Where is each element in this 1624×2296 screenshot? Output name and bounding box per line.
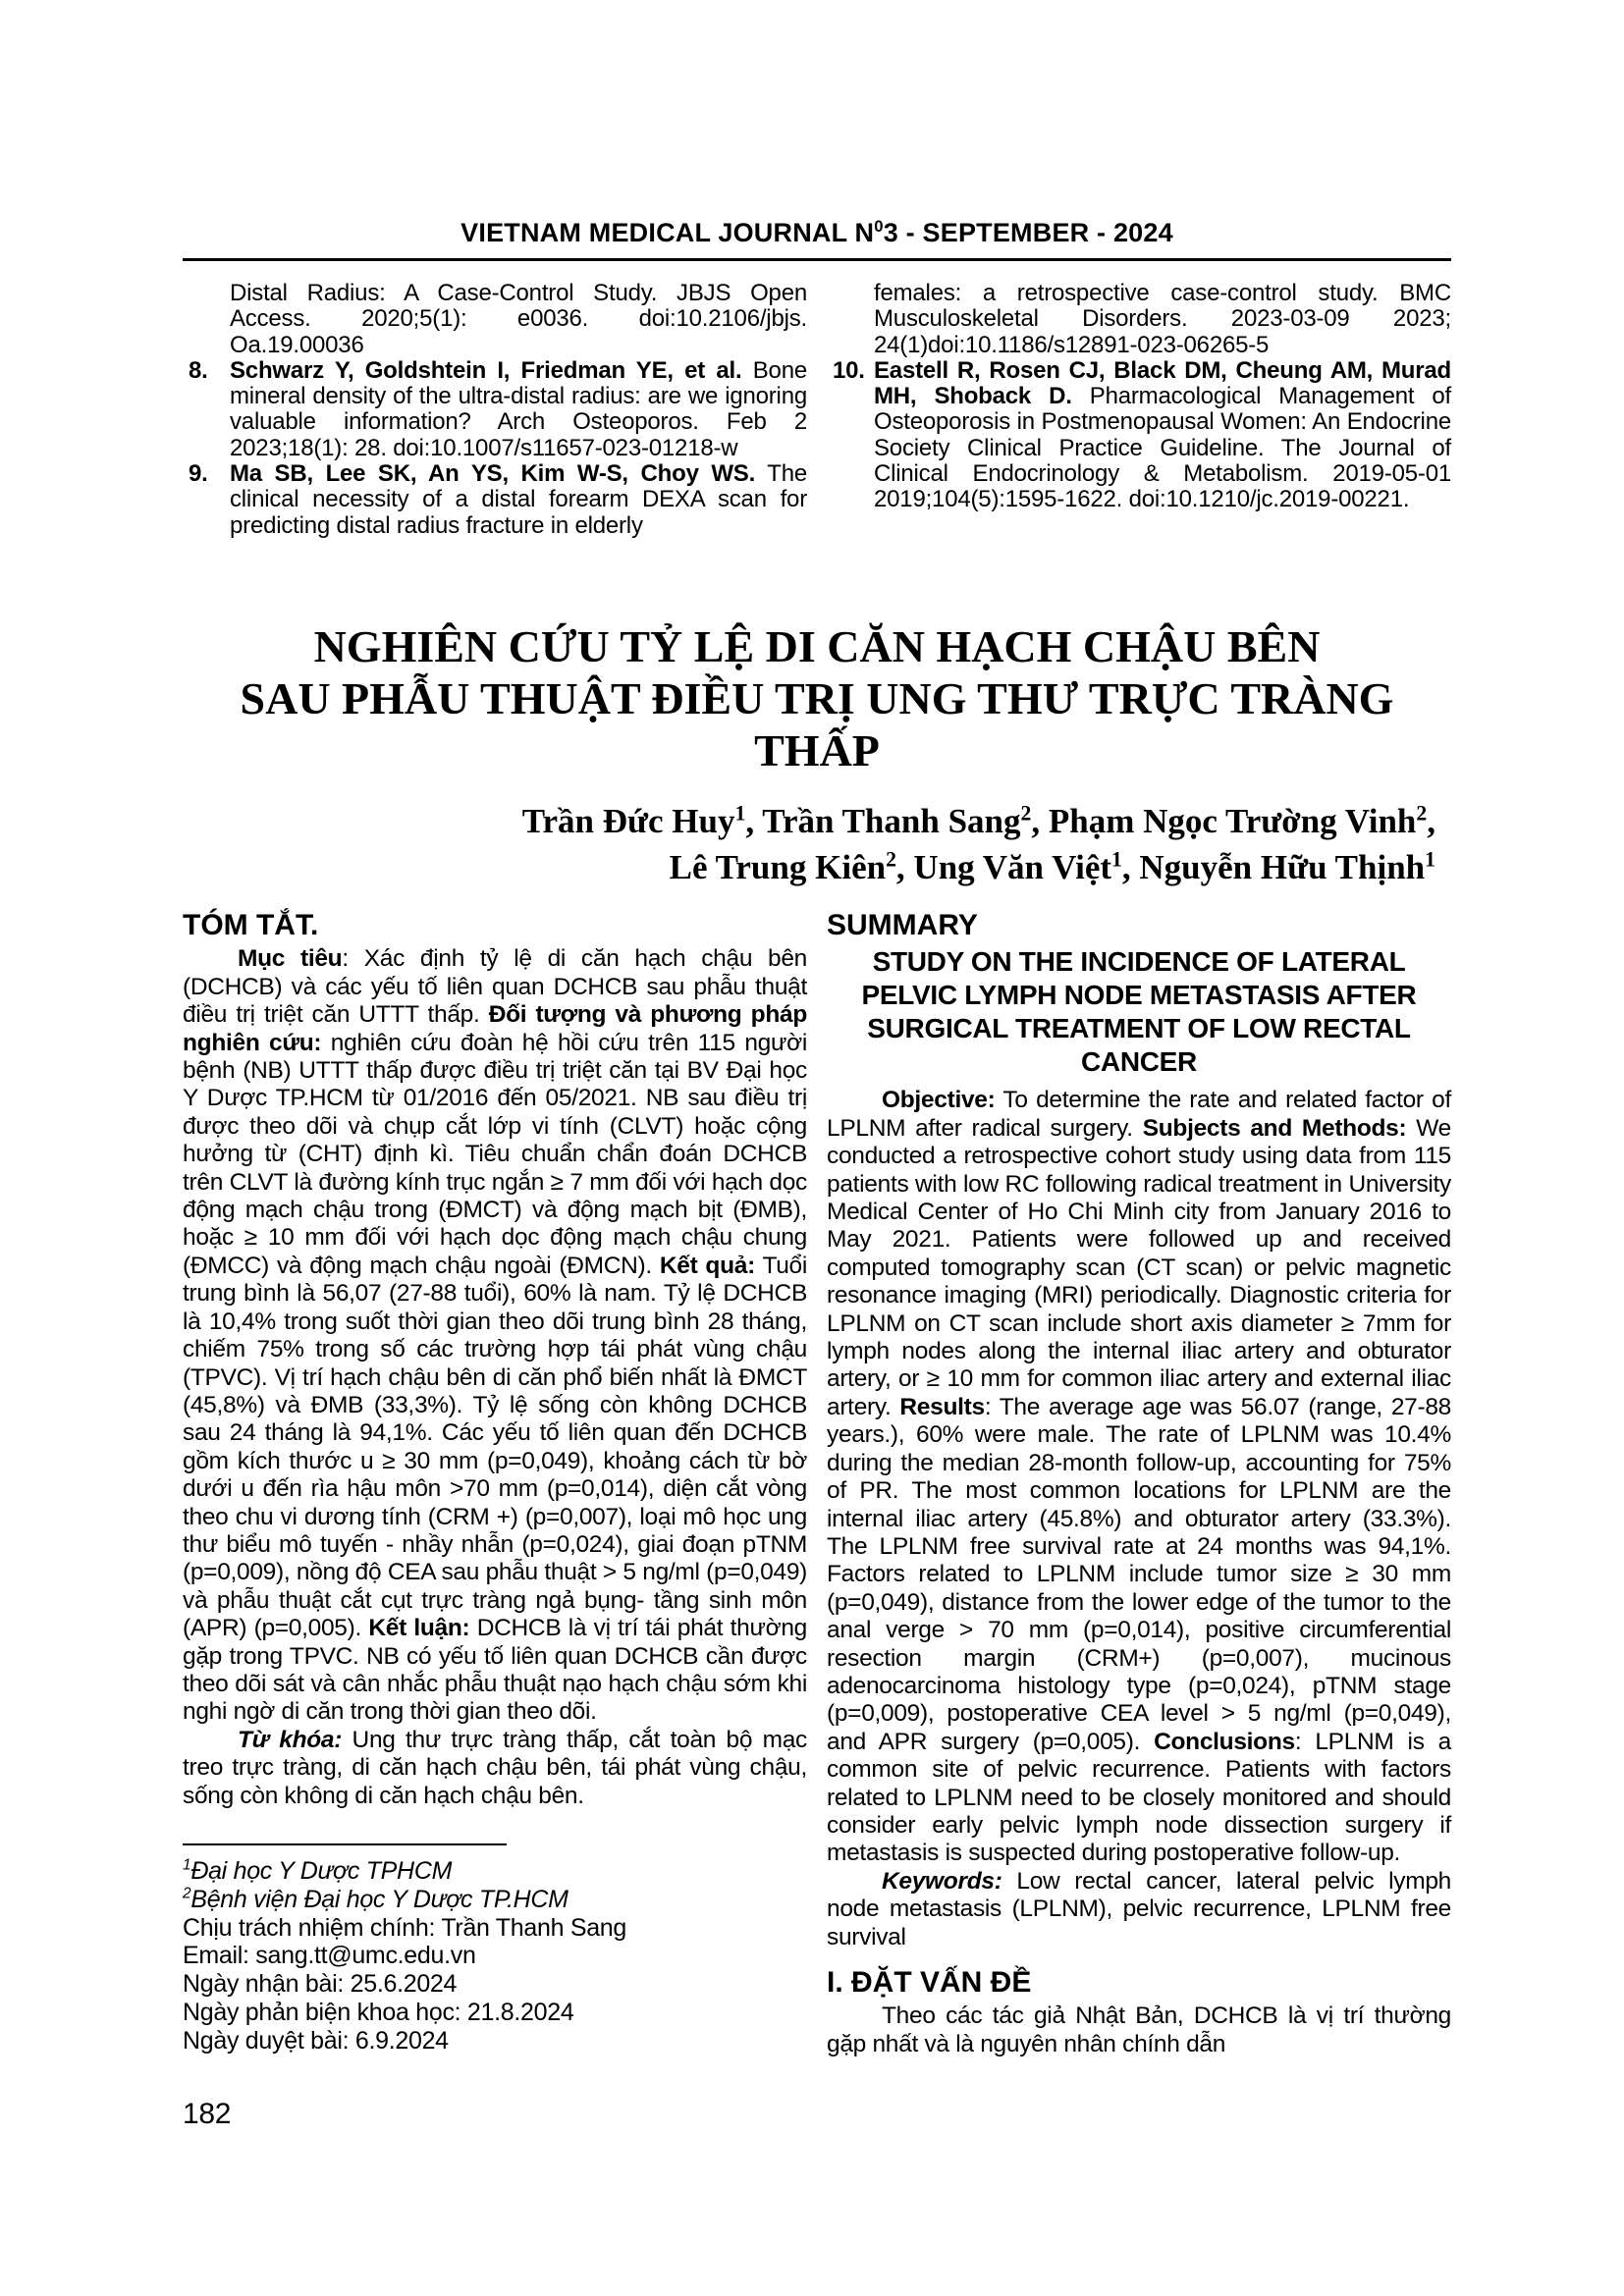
footnote-corresponding-author: Chịu trách nhiệm chính: Trần Thanh Sang	[183, 1913, 627, 1942]
abstract-keywords: Từ khóa: Ung thư trực tràng thấp, cắt toàn bộ mạc treo trực tràng, di căn hạch chậu bên, tái phát vùng chậu, sống còn không di căn hạch chậu bên.	[183, 1726, 807, 1809]
right-column	[827, 908, 1451, 2128]
summary-paragraph: Objective: To determine the rate and related factor of LPLNM after radical surgery. Subjects and Methods: We conducted a retrospective cohort study using data from 115 patients with low RC following radical treatment in University Medical Center of Ho Chi Minh city from January 2016 to May 2021. Patients were followed up and received computed tomography scan (CT scan) or pelvic magnetic resonance imaging (MRI) periodically. Diagnostic criteria for LPLNM on CT scan include short axis diameter ≥ 7mm for lymph nodes along the internal iliac artery and obturator artery, or ≥ 10 mm for common iliac artery and external iliac artery. Results: The average age was 56.07 (range, 27-88 years.), 60% were male. The rate of LPLNM was 10.4% during the median 28-month follow-up, accounting for 75% of PR. The most common locations for LPLNM are the internal iliac artery (45.8%) and obturator artery (33.3%). The LPLNM free survival rate at 24 months was 94,1%. Factors related to LPLNM include tumor size ≥ 30 mm (p=0,049), distance from the lower edge of the tumor to the anal verge > 70 mm (p=0,014), positive circumferential resection margin (CRM+) (p=0,007), mucinous adenocarcinoma histology type (p=0,024), pTNM stage (p=0,009), postoperative CEA level > 5 ng/ml (p=0,049), and APR surgery (p=0,005). Conclusions: LPLNM is a common site of pelvic recurrence. Patients with factors related to LPLNM need to be closely monitored and should consider early pelvic lymph node dissection surgery if metastasis is suspected during postoperative follow-up.	[827, 1087, 1451, 1867]
references-section	[183, 281, 1451, 573]
footnote-block	[183, 1843, 807, 2056]
references-left-column	[183, 281, 807, 573]
footnote-affiliation-2: $^2$Bệnh viện Đại học Y Dược TP.HCM	[183, 1885, 568, 1913]
article-title	[183, 620, 1451, 776]
page-number: 182	[183, 2097, 232, 2130]
left-column	[183, 908, 807, 2128]
reference-number: 9.	[189, 460, 208, 488]
reference-item	[183, 461, 807, 539]
references-right-column	[827, 281, 1451, 573]
reference-text: Schwarz Y, Goldshtein I, Friedman YE, et al. Bone mineral density of the ultra-distal radius: are we ignoring valuable information? Arch Osteoporos. Feb 2 2023;18(1): 28. doi:10.1007/s11657-023-01218-w	[230, 356, 807, 461]
article-body	[183, 908, 1451, 2128]
journal-header-title: VIETNAM MEDICAL JOURNAL $N^03$ - SEPTEMBER - 2024	[460, 217, 1173, 247]
reference-item	[183, 281, 807, 358]
abstract-heading: TÓM TẮT.	[183, 909, 319, 941]
reference-text: females: a retrospective case-control study. BMC Musculoskeletal Disorders. 2023-03-09 2023; 24(1)doi:10.1186/s12891-023-06265-5	[874, 280, 1451, 358]
footnote-received-date: Ngày nhận bài: 25.6.2024	[183, 1970, 458, 1999]
footnote-divider	[183, 1843, 507, 1845]
footnote-accepted-date: Ngày duyệt bài: 6.9.2024	[183, 2026, 449, 2055]
footnote-email: Email: sang.tt@umc.edu.vn	[183, 1942, 476, 1970]
reference-item	[827, 281, 1451, 358]
summary-keywords: Keywords: Low rectal cancer, lateral pelvic lymph node metastasis (LPLNM), pelvic recurrence, LPLNM free survival	[827, 1867, 1451, 1950]
reference-number: 10.	[833, 356, 865, 384]
reference-text: Eastell R, Rosen CJ, Black DM, Cheung AM, Murad MH, Shoback D. Pharmacological Management of Osteoporosis in Postmenopausal Women: An Endocrine Society Clinical Practice Guideline. The Journal of Clinical Endocrinology & Metabolism. 2019-05-01 2019;104(5):1595-1622. doi:10.1210/jc.2019-00221.	[874, 356, 1452, 513]
footnote-affiliation-1: $^1$Đại học Y Dược TPHCM	[183, 1856, 453, 1885]
footnote-review-date: Ngày phản biện khoa học: 21.8.2024	[183, 1998, 574, 2026]
abstract-paragraph: Mục tiêu: Xác định tỷ lệ di căn hạch chậu bên (DCHCB) và các yếu tố liên quan DCHCB sau phẫu thuật điều trị triệt căn UTTT thấp. Đối tượng và phương pháp nghiên cứu: nghiên cứu đoàn hệ hồi cứu trên 115 người bệnh (NB) UTTT thấp được điều trị triệt căn tại BV Đại học Y Dược TP.HCM từ 01/2016 đến 05/2021. NB sau điều trị được theo dõi và chụp cắt lớp vi tính (CLVT) hoặc cộng hưởng từ (CHT) định kì. Tiêu chuẩn chẩn đoán DCHCB trên CLVT là đường kính trục ngắn ≥ 7 mm đối với hạch dọc động mạch chậu trong (ĐMCT) và động mạch bịt (ĐMB), hoặc ≥ 10 mm đối với hạch dọc động mạch chậu chung (ĐMCC) và động mạch chậu ngoài (ĐMCN). Kết quả: Tuổi trung bình là 56,07 (27-88 tuổi), 60% là nam. Tỷ lệ DCHCB là 10,4% trong suốt thời gian theo dõi trung bình 28 tháng, chiếm 75% trong số các trường hợp tái phát vùng chậu (TPVC). Vị trí hạch chậu bên di căn phổ biến nhất là ĐMCT (45,8%) và ĐMB (33,3%). Tỷ lệ sống còn không DCHCB sau 24 tháng là 94,1%. Các yếu tố liên quan đến DCHCB gồm kích thước u ≥ 30 mm (p=0,049), khoảng cách từ bờ dưới u đến rìa hậu môn >70 mm (p=0,014), diện cắt vòng theo chu vi dương tính (CRM +) (p=0,007), loại mô học ung thư biểu mô tuyến - nhầy nhẫn (p=0,024), giai đoạn pTNM (p=0,009), nồng độ CEA sau phẫu thuật > 5 ng/ml (p=0,049) và phẫu thuật cắt cụt trực tràng ngả bụng- tầng sinh môn (APR) (p=0,005). Kết luận: DCHCB là vị trí tái phát thường gặp trong TPVC. NB có yếu tố liên quan DCHCB cần được theo dõi sát và cân nhắc phẫu thuật nạo hạch chậu sớm khi nghi ngờ di căn trong thời gian theo dõi.	[183, 945, 808, 1726]
article-authors	[183, 798, 1451, 890]
authors-line1: Trần Đức Huy$^1$, Trần Thanh Sang$^2$, Phạm Ngọc Trường Vinh$^2$,	[521, 801, 1435, 840]
summary-english-title: STUDY ON THE INCIDENCE OF LATERAL PELVIC LYMPH NODE METASTASIS AFTER SURGICAL TREATMENT OF LOW RECTAL CANCER	[861, 946, 1417, 1078]
reference-number: 8.	[189, 356, 208, 384]
reference-item	[183, 358, 807, 461]
introduction-heading: I. ĐẶT VẤN ĐỀ	[827, 1966, 1032, 1999]
summary-heading: SUMMARY	[827, 909, 978, 941]
reference-item	[827, 358, 1451, 513]
introduction-paragraph: Theo các tác giả Nhật Bản, DCHCB là vị trí thường gặp nhất và là nguyên nhân chính dẫn	[827, 2002, 1451, 2057]
reference-text: Distal Radius: A Case-Control Study. JBJS Open Access. 2020;5(1): e0036. doi:10.2106/jbjs. Oa.19.00036	[230, 280, 807, 358]
article-title-line2: SAU PHẪU THUẬT ĐIỀU TRỊ UNG THƯ TRỰC TRÀNG THẤP	[240, 673, 1394, 775]
authors-line2: Lê Trung Kiên$^2$, Ung Văn Việt$^1$, Nguyễn Hữu Thịnh$^1$	[669, 847, 1435, 886]
article-title-line1: NGHIÊN CỨU TỶ LỆ DI CĂN HẠCH CHẬU BÊN	[313, 621, 1321, 671]
journal-header	[183, 218, 1451, 261]
reference-text: Ma SB, Lee SK, An YS, Kim W-S, Choy WS. The clinical necessity of a distal forearm DEXA scan for predicting distal radius fracture in elderly	[230, 460, 807, 539]
